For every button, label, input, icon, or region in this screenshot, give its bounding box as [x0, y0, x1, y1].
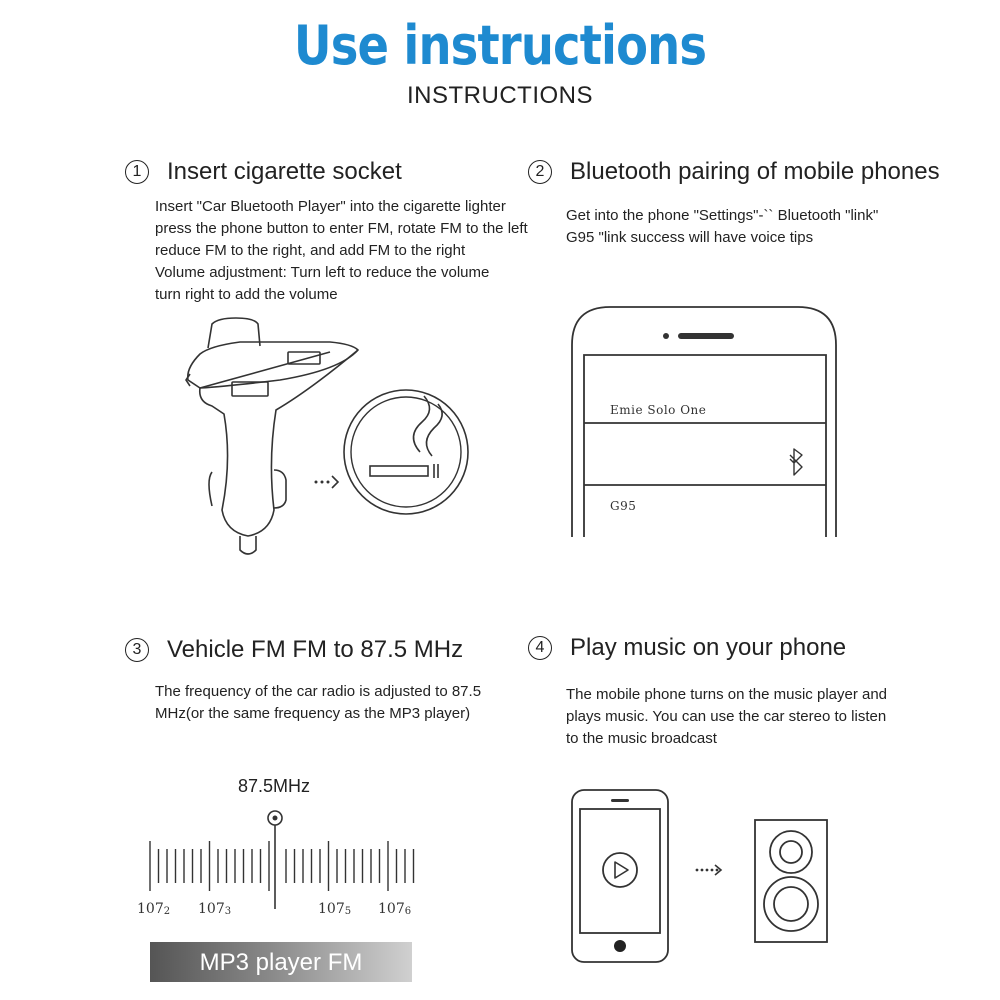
step-1-number: 1	[125, 160, 149, 184]
step-4-title: Play music on your phone	[570, 634, 847, 661]
step-1-line: press the phone button to enter FM, rotate FM to the left	[155, 220, 528, 237]
step-4-heading	[528, 634, 846, 662]
phone-list-item-2: G95	[610, 499, 637, 513]
step-2-heading	[528, 158, 940, 186]
page-subtitle: INSTRUCTIONS	[407, 82, 593, 109]
step-1-line: reduce FM to the right, and add FM to the right	[155, 242, 466, 259]
charger-side-contact	[274, 470, 286, 508]
tick-label: $107_6$	[378, 901, 412, 917]
step-3-line: The frequency of the car radio is adjusted to 87.5	[155, 683, 482, 700]
step-4-line: to the music broadcast	[566, 730, 717, 747]
step-3-title: Vehicle FM FM to 87.5 MHz	[167, 636, 464, 663]
frequency-dial	[140, 805, 430, 915]
frequency-label: 87.5MHz	[238, 776, 311, 796]
step-2-description	[566, 205, 878, 249]
step-3-line: MHz(or the same frequency as the MP3 player)	[155, 705, 471, 722]
step-2-line: G95 "link success will have voice tips	[566, 229, 814, 246]
phone-speaker-slot	[678, 333, 734, 339]
mp3-player-fm-bar: MP3 player FM	[150, 942, 412, 982]
step-4-line: The mobile phone turns on the music player and	[566, 686, 888, 703]
charger-tip	[240, 536, 256, 554]
phone-camera	[663, 333, 669, 339]
page-title: Use instructions	[293, 14, 707, 77]
step-1-heading	[125, 158, 402, 186]
step-1-line: Insert "Car Bluetooth Player" into the cigarette lighter	[155, 198, 506, 215]
step-4-line: plays music. You can use the car stereo to listen	[566, 708, 887, 725]
step-3-heading	[125, 636, 463, 664]
dotted-arrow-icon	[315, 476, 339, 488]
frequency-ticks	[150, 841, 414, 891]
cigarette-icon	[344, 390, 468, 514]
speaker-icon	[755, 820, 827, 942]
step-1-line: turn right to add the volume	[155, 286, 338, 303]
step-2-title: Bluetooth pairing of mobile phones	[570, 158, 940, 185]
step-3-description	[155, 681, 481, 725]
charger-head	[188, 342, 358, 388]
tick-label: $107_5$	[318, 901, 352, 917]
step-1-line: Volume adjustment: Turn left to reduce the volume	[155, 264, 490, 281]
music-phone-home-button	[614, 940, 626, 952]
step-2-line: Get into the phone "Settings"-`` Bluetooth "link"	[566, 207, 879, 224]
tick-label: $107_2$	[137, 901, 171, 917]
phone-speaker-illustration	[565, 785, 845, 970]
step-4-number: 4	[528, 636, 552, 660]
step-1-description	[155, 196, 528, 306]
frequency-marker	[268, 811, 282, 909]
phone-list-item-1: Emie Solo One	[610, 403, 707, 417]
dotted-arrow-icon	[696, 865, 721, 875]
step-2-number: 2	[528, 160, 552, 184]
music-phone-screen	[580, 809, 660, 933]
tick-label: $107_3$	[198, 901, 232, 917]
play-icon	[603, 853, 637, 887]
music-phone-outline	[572, 790, 668, 962]
step-3-number: 3	[125, 638, 149, 662]
step-4-description	[566, 684, 887, 750]
bluetooth-icon	[790, 449, 802, 475]
step-1-title: Insert cigarette socket	[167, 158, 402, 185]
car-charger-illustration	[170, 310, 490, 570]
